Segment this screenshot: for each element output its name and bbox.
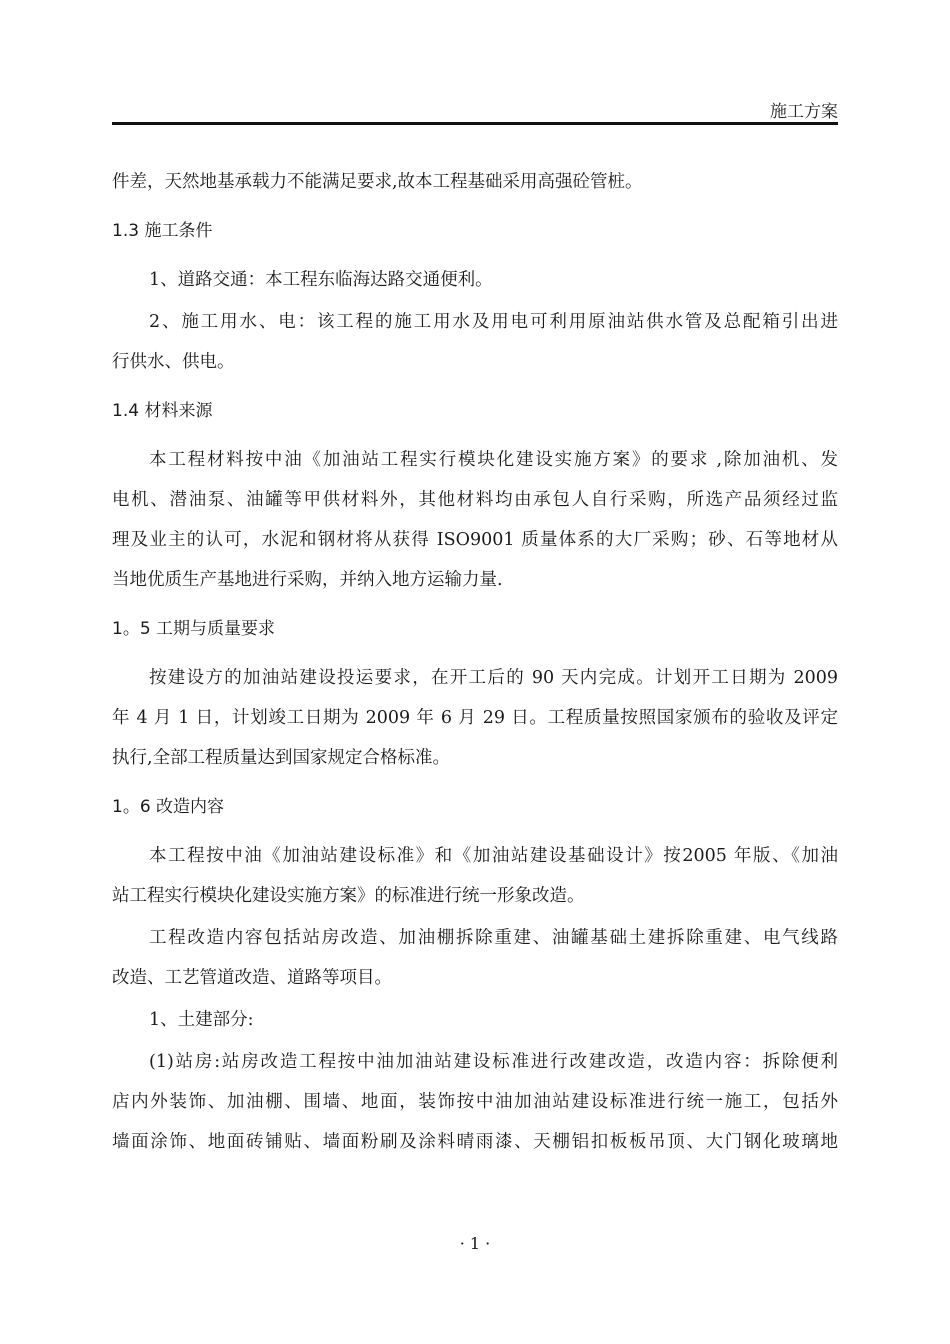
body-line: 工程改造内容包括站房改造、加油棚拆除重建、油罐基础土建拆除重建、电气线路 [149,928,838,948]
body-line: (1)站房:站房改造工程按中油加油站建设标准进行改建改造，改造内容：拆除便利 [149,1052,838,1072]
body-line: 按建设方的加油站建设投运要求，在开工后的 90 天内完成。计划开工日期为 2009 [149,668,838,688]
page-number: · 1 · [459,1234,491,1253]
body-line: 本工程材料按中油《加油站工程实行模块化建设实施方案》的要求 ,除加油机、发 [149,450,838,470]
body-line: 件差，天然地基承载力不能满足要求,故本工程基础采用高强砼管桩。 [112,172,643,192]
body-line: 墙面涂饰、地面砖铺贴、墙面粉刷及涂料晴雨漆、天棚铝扣板板吊顶、大门钢化玻璃地 [112,1132,838,1152]
body-line: 站工程实行模块化建设实施方案》的标准进行统一形象改造。 [112,886,585,906]
section-heading-1-6: 1。6 改造内容 [112,797,225,817]
body-line: 理及业主的认可，水泥和钢材将从获得 ISO9001 质量体系的大厂采购；砂、石等地材从 [112,530,838,550]
body-line: 店内外装饰、加油棚、围墙、地面，装饰按中油加油站建设标准进行统一施工，包括外 [112,1092,838,1112]
header-divider [112,122,838,125]
body-line: 年 4 月 1 日，计划竣工日期为 2009 年 6 月 29 日。工程质量按照国家颁布的验收及评定 [112,708,838,728]
body-line: 1、土建部分: [149,1010,254,1030]
body-line: 改造、工艺管道改造、道路等项目。 [112,968,392,988]
section-heading-1-3: 1.3 施工条件 [112,221,213,241]
body-line: 电机、潜油泵、油罐等甲供材料外，其他材料均由承包人自行采购，所选产品须经过监 [112,490,838,510]
header-title: 施工方案 [770,102,838,122]
body-line: 本工程按中油《加油站建设标准》和《加油站建设基础设计》按2005 年版、《加油 [149,846,838,866]
body-line: 执行,全部工程质量达到国家规定合格标准。 [112,748,451,768]
body-line: 2、施工用水、电：该工程的施工用水及用电可利用原油站供水管及总配箱引出进 [149,312,838,332]
section-heading-1-5: 1。5 工期与质量要求 [112,619,276,639]
section-heading-1-4: 1.4 材料来源 [112,401,213,421]
body-line: 行供水、供电。 [112,352,235,372]
body-line: 当地优质生产基地进行采购，并纳入地方运输力量. [112,570,503,590]
body-line: 1、道路交通：本工程东临海达路交通便利。 [149,270,493,290]
